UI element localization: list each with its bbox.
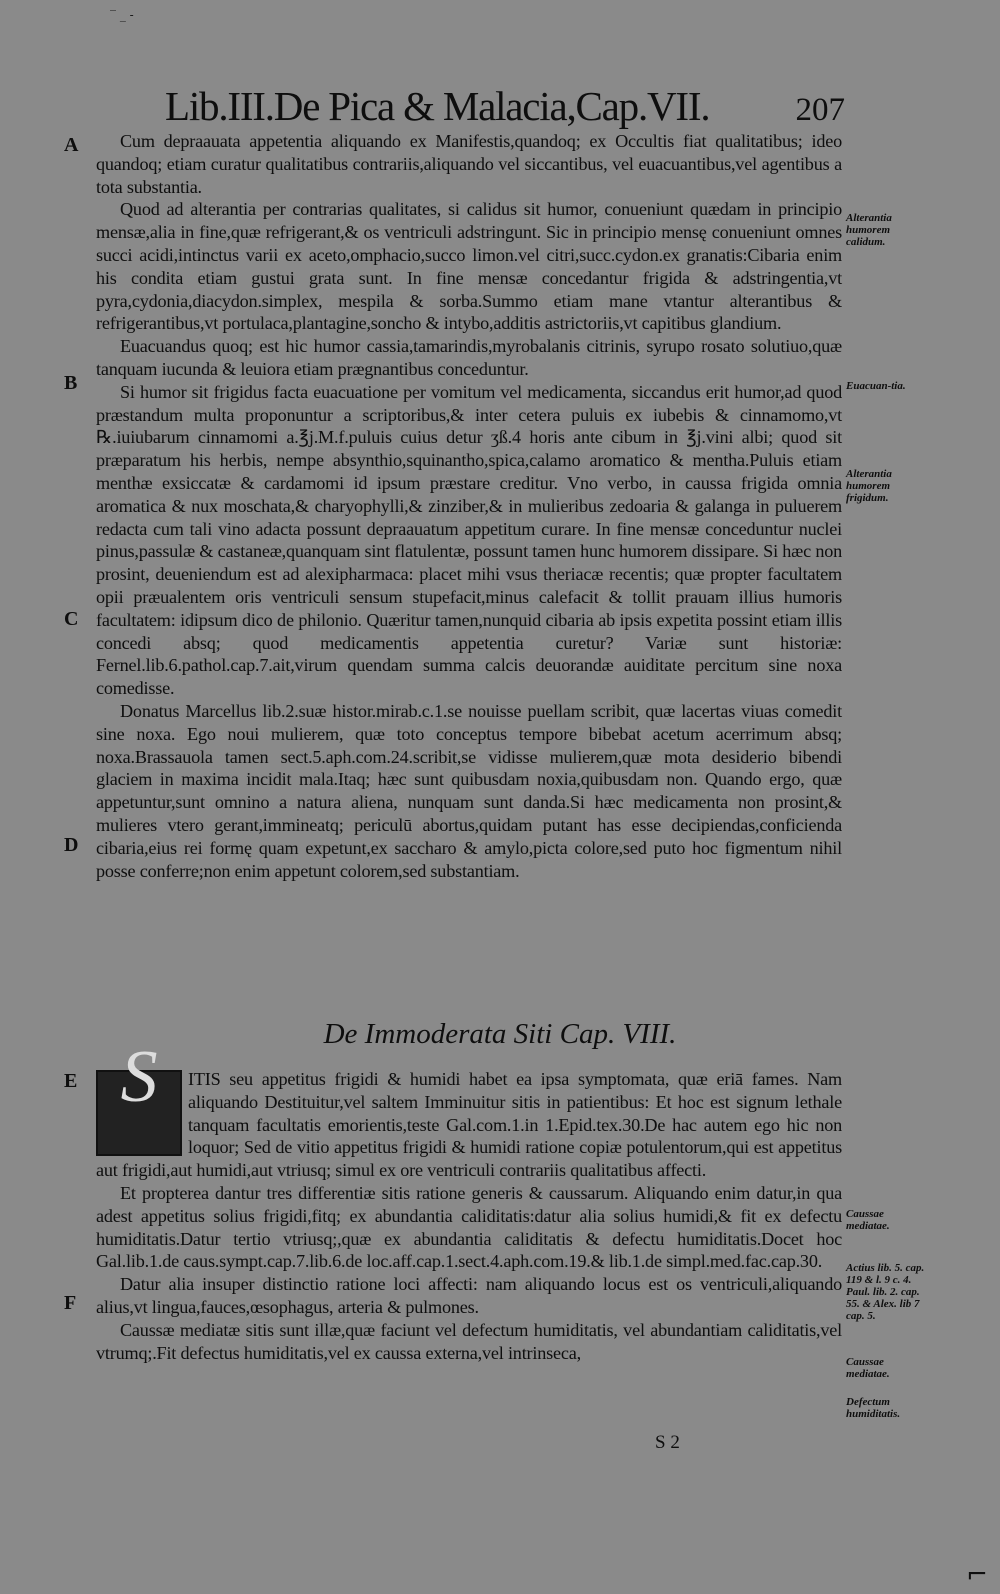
- side-note-alterantia-calidum: Alterantia humorem calidum.: [846, 212, 892, 248]
- chapter-viii-body: [96, 1036, 842, 1364]
- side-note-references: Actius lib. 5. cap. 119 & l. 9 c. 4. Paul. lib. 2. cap. 55. & Alex. lib 7 cap. 5.: [846, 1262, 925, 1322]
- running-header: [165, 82, 845, 130]
- margin-letter-d: D: [64, 834, 79, 856]
- running-title: Lib.III.De Pica & Malacia,Cap.VII.: [165, 83, 710, 129]
- side-note-caussae-2: Caussae mediatae.: [846, 1356, 890, 1380]
- decorated-initial: [96, 1036, 182, 1156]
- margin-letter-b: B: [64, 372, 78, 394]
- margin-letter-f: F: [64, 1292, 77, 1314]
- side-note-defectum: Defectum humiditatis.: [846, 1396, 901, 1420]
- paragraph: Et propterea dantur tres differentiæ sitis ratione generis & caussarum. Aliquando enim datur,in qua adest appetitus solius frigidi,fitq; ex abundantia caliditatis:datur alia solius humidi,& fit ex defectu humiditatis.Datur tertio vtriusq;,quæ ex abundantia caliditatis & defectu humiditatis.Docet hoc Gal.lib.1.de caus.sympt.cap.7.lib.6.de loc.aff.cap.1.sect.4.aph.com.19.& lib.1.de simpl.med.fac.cap.30.: [96, 1182, 842, 1272]
- signature-mark: S 2: [655, 1432, 680, 1453]
- corner-mark: ⌐: [966, 1560, 988, 1590]
- paragraph: Donatus Marcellus lib.2.suæ histor.mirab.c.1.se nouisse puellam scribit, quæ lacertas viuas comedit sine noxa. Ego noui mulierem, quæ toto conceptus tempore bibebat acetum acerrimum absq; noxa.Brassauola tamen sect.5.aph.com.24.scribit,se vidisse mulierem,quæ mota desiderio bibendi glaciem in maxima incidit mala.Itaq; hæc sunt quibusdam noxia,quibusdam non. Quando ergo, quæ appetuntur,sunt omnino a natura aliena, nunquam sunt danda.Si hæc medicamenta non prosint,& mulieres vtero gerant,immineatq; periculū abortus,quidam putant has esse decipiendas,conficienda cibaria,eius rei formę quam expetunt,ex saccharo & amylo,picta colore,sed puto hoc figmentum nihil posse conferre;non enim appetunt colorem,sed substantiam.: [96, 700, 842, 881]
- side-note-alterantia-frigidum: Alterantia humorem frigidum.: [846, 468, 892, 504]
- paragraph: Si humor sit frigidus facta euacuatione per vomitum vel medicamenta, siccandus erit humor,ad quod præstandum multa proponuntur a scriptoribus,& inter cetera puluis ex iubebis & cinnamomo,vt ℞.iuiubarum cinnamomi a.℥j.M.f.puluis cuius detur ʒß.4 horis ante cibum in ℥j.vini albi; quod sit præparatum his herbis, nempe absynthio,squinantho,spica,calamo aromatico & mentha.Puluis etiam menthæ exsiccatæ & cardamomi id ipsum præstare creditur. Vno verbo, in caussa frigida omnia aromatica & nux moschata,& charyophylli,& zinziber,& in mulieribus zedoaria & galanga in puluerem redacta cum tali vino adacta possunt depraauatum appetitum curare. In fine mensæ conceduntur nuclei pinus,passulæ & castaneæ,quanquam sint flatulentæ, possunt tamen hunc humorem dissipare. Si hæc non prosint, deueniendum est ad alexipharmaca: placet mihi vsus theriacæ recentis; quæ propter facultatem opii præualentem oris ventriculi sensum stupefacit,minus calefacit & tollit prauam illius humoris facultatem: idipsum dico de philonio. Quæritur tamen,nunquid cibaria ab ipsis expetita possint etiam illis concedi absq; quod medicamentis appetentia curetur? Variæ sunt historiæ: Fernel.lib.6.pathol.cap.7.ait,virum quendam summa calcis deuorandæ auiditate percitum sine noxa comedisse.: [96, 381, 843, 699]
- paragraph: Quod ad alterantia per contrarias qualitates, si calidus sit humor, conueniunt quædam in principio mensæ,alia in fine,quæ refrigerant,& os ventriculi adstringunt. Sic in principio mensę conueniunt omnes succi acidi,intinctus varii ex aceto,omphacio,succo limon.vel citri,succ.cydon.ex granatis:Cibaria enim his condita etiam gustui grata sunt. In fine mensæ concedantur frigida & adstringentia,vt pyra,cydonia,diacydon.simplex, mespila & sorba.Summo etiam mane vtantur alterantibus & refrigerantibus,vt portulaca,plantagine,soncho & intybo,additis astrictoriis,vt capitibus glandium.: [96, 199, 842, 334]
- margin-letter-e: E: [64, 1070, 78, 1092]
- margin-letter-c: C: [64, 608, 79, 630]
- margin-letter-a: A: [64, 134, 79, 156]
- dropcap-letter: S: [120, 1036, 158, 1118]
- chapter-title: De Immoderata Siti Cap. VIII.: [323, 1018, 677, 1050]
- chapter-vii-body: [96, 130, 842, 882]
- paragraph: Caussæ mediatæ sitis sunt illæ,quæ faciunt vel defectum humiditatis, vel abundantiam caliditatis,vel vtrumq;.Fit defectus humiditatis,vel ex caussa externa,vel intrinseca,: [96, 1319, 842, 1363]
- paragraph: Datur alia insuper distinctio ratione loci affecti: nam aliquando locus est os ventriculi,aliquando alius,vt lingua,fauces,œsophagus, arteria & pulmones.: [96, 1274, 842, 1317]
- side-note-caussae-1: Caussae mediatae.: [846, 1208, 890, 1232]
- paragraph: ITIS seu appetitus frigidi & humidi habet ea ipsa symptomata, quæ eriā fames. Nam aliquando Destituitur,vel saltem Imminuitur sitis in patientibus: Et hoc est signum lethale tanquam facultatis emorientis,teste Gal.com.1.in 1.Epid.tex.30.De hac autem ego hic non loquor; Sed de vitio appetitus frigidi & humidi ratione copiæ potulentorum,qui est appetitus aut frigidi,aut humidi,aut vtriusq; simul ex ore ventriculi contrariis qualitatibus affecti.: [96, 1069, 842, 1181]
- side-note-euacuantia: Euacuan-tia.: [846, 380, 906, 392]
- paragraph: Cum depraauata appetentia aliquando ex Manifestis,quandoq; ex Occultis fiat qualitatibus; ideo quandoq; etiam curatur qualitatibus contrariis,aliquando vel siccantibus, vel euacuantibus,vel agentibus a tota substantia.: [96, 131, 842, 197]
- paragraph: Euacuandus quoq; est hic humor cassia,tamarindis,myrobalanis citrinis, syrupo rosato solutiuo,quæ tanquam iucunda & leuiora etiam prægnantibus conceduntur.: [96, 336, 842, 379]
- scan-mark: ‾ _ -: [110, 8, 134, 22]
- page-number: 207: [795, 92, 845, 128]
